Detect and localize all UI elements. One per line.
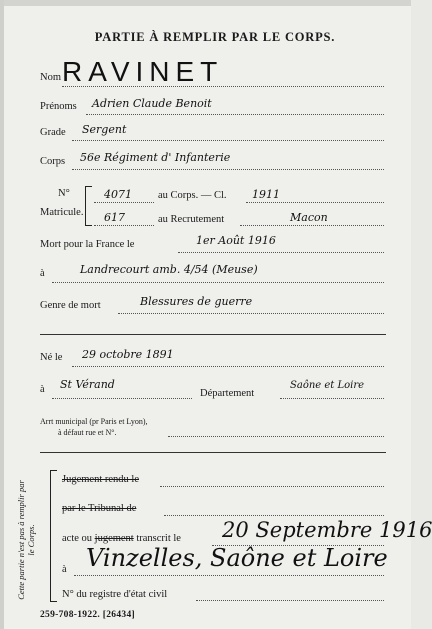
grade-line (72, 140, 384, 141)
prenoms-line (86, 114, 384, 115)
jugement-rendu-label: Jugement rendu le (62, 474, 139, 485)
transcrit-value: 20 Septembre 1916 (222, 518, 432, 542)
transcrit-le-text: transcrit le (136, 533, 181, 544)
jugement-struck-text: jugement (94, 533, 134, 544)
departement-label: Département (200, 388, 255, 399)
print-reference: 259-708-1922. [26434] (40, 610, 135, 620)
departement-value: Saône et Loire (290, 380, 365, 391)
recrutement-value: Macon (290, 211, 328, 224)
jugement-bracket (50, 470, 57, 602)
nom-value: RAVINET (62, 56, 224, 87)
defaut-rue-label: à défaut rue et N°. (58, 428, 117, 437)
au-recrutement-label: au Recrutement (158, 214, 225, 225)
classe-line (246, 202, 384, 203)
classe-value: 1911 (252, 188, 280, 201)
transcrit-lieu-value: Vinzelles, Saône et Loire (86, 544, 388, 572)
grade-value: Sergent (82, 123, 127, 136)
transcrit-lieu-line (74, 575, 384, 576)
tribunal-label: par le Tribunal de (62, 503, 137, 514)
recrutement-line (240, 225, 384, 226)
au-corps-label: au Corps. — Cl. (158, 190, 227, 201)
genre-line (118, 313, 384, 314)
registre-label: N° du registre d'état civil (62, 589, 168, 600)
genre-value: Blessures de guerre (140, 295, 253, 308)
recrutement-number-value: 617 (104, 211, 125, 224)
acte-ou-text: acte ou (62, 533, 93, 544)
tribunal-line (164, 515, 384, 516)
corps-value: 56e Régiment d' Infanterie (80, 151, 231, 164)
mort-date-value: 1er Août 1916 (196, 234, 276, 247)
corps-line (72, 169, 384, 170)
scan-edge-left (0, 0, 4, 629)
no-label: N° (58, 188, 70, 199)
genre-label: Genre de mort (40, 300, 101, 311)
ne-label: Né le (40, 352, 63, 363)
form-header: PARTIE À REMPLIR PAR LE CORPS. (94, 30, 336, 44)
corps-number-value: 4071 (104, 188, 132, 201)
mort-a-label: à (40, 268, 45, 279)
side-note: Cette partie n'est pas à remplir par le Corps. (16, 480, 36, 600)
matricule-label: Matricule. (40, 207, 84, 218)
ne-lieu-value: St Vérand (60, 378, 115, 391)
section-divider-1 (40, 334, 386, 335)
mort-lieu-value: Landrecourt amb. 4/54 (Meuse) (80, 263, 258, 276)
arrondissement-label: Arrt municipal (pr Paris et Lyon), (40, 417, 148, 426)
acte-label (62, 533, 181, 544)
mort-lieu-line (52, 282, 384, 283)
departement-line (280, 398, 384, 399)
recrutement-number-line (94, 225, 154, 226)
section-divider-2 (40, 452, 386, 453)
arrondissement-line (168, 436, 384, 437)
prenoms-value: Adrien Claude Benoit (92, 97, 212, 110)
ne-line (72, 366, 384, 367)
prenoms-label: Prénoms (40, 101, 77, 112)
registre-line (196, 600, 384, 601)
corps-label: Corps (40, 156, 66, 167)
ne-value: 29 octobre 1891 (82, 348, 174, 361)
jugement-rendu-line (160, 486, 384, 487)
ne-a-label: à (40, 384, 45, 395)
matricule-bracket (85, 186, 92, 226)
scan-edge-top (0, 0, 411, 6)
mort-label: Mort pour la France le (40, 239, 135, 250)
corps-number-line (94, 202, 154, 203)
mort-date-line (178, 252, 384, 253)
grade-label: Grade (40, 127, 66, 138)
transcrit-a-label: à (62, 564, 67, 575)
ne-lieu-line (52, 398, 192, 399)
nom-label: Nom (40, 72, 61, 83)
